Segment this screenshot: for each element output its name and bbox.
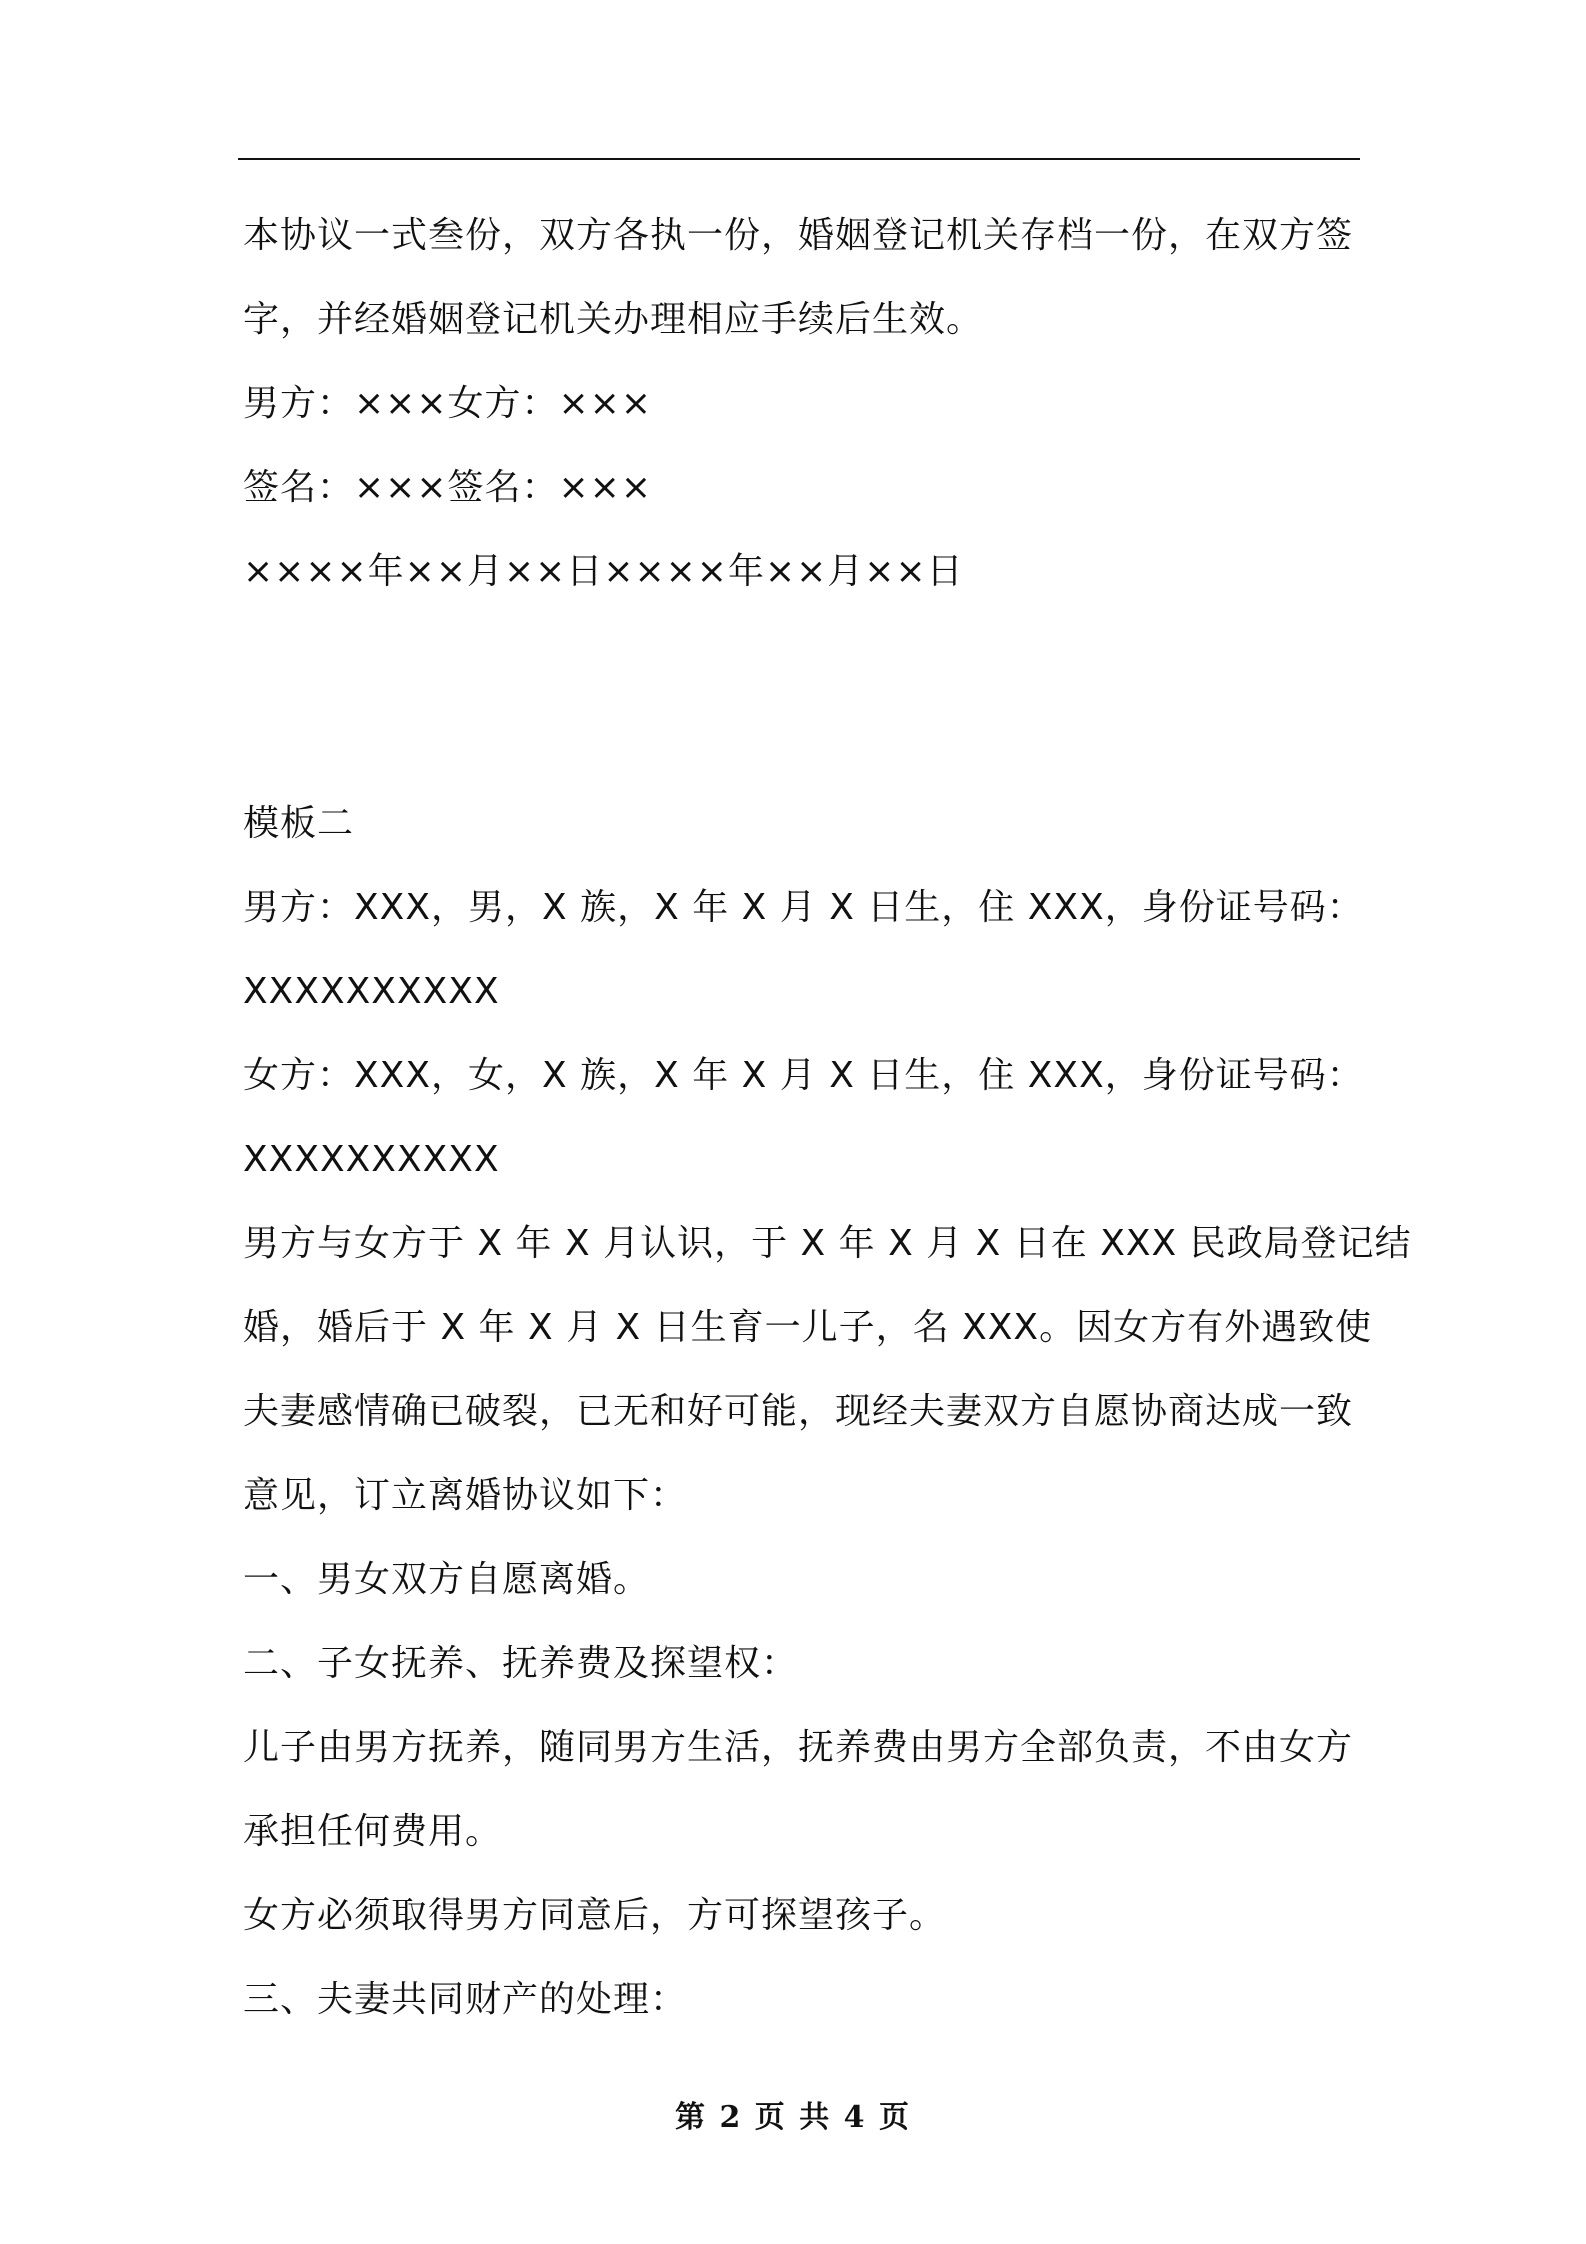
clause-heading: 二、子女抚养、抚养费及探望权：: [243, 1643, 799, 1684]
header-rule: [238, 158, 1360, 160]
paragraph-line: 男方：×××女方：×××: [243, 383, 652, 424]
paragraph-line: 女方必须取得男方同意后，方可探望孩子。: [243, 1895, 947, 1936]
paragraph-line: 女方：XXX，女，X 族，X 年 X 月 X 日生，住 XXX，身份证号码：: [243, 1055, 1364, 1096]
paragraph-line: 意见，订立离婚协议如下：: [243, 1475, 688, 1516]
paragraph-line: 字，并经婚姻登记机关办理相应手续后生效。: [243, 299, 984, 340]
paragraph-line: ××××年××月××日××××年××月××日: [243, 551, 964, 592]
paragraph-line: 婚，婚后于 X 年 X 月 X 日生育一儿子，名 XXX。因女方有外遇致使: [243, 1307, 1373, 1348]
paragraph-line: XXXXXXXXXX: [243, 1139, 500, 1180]
paragraph-line: 男方：XXX，男，X 族，X 年 X 月 X 日生，住 XXX，身份证号码：: [243, 887, 1364, 928]
page-number-footer: 第 2 页 共 4 页: [675, 2100, 911, 2135]
section-gap: [243, 614, 1363, 782]
section-title: 模板二: [243, 803, 355, 844]
paragraph-line: XXXXXXXXXX: [243, 971, 500, 1012]
paragraph-line: 签名：×××签名：×××: [243, 467, 652, 508]
clause-heading: 一、男女双方自愿离婚。: [243, 1559, 651, 1600]
paragraph-line: 夫妻感情确已破裂，已无和好可能，现经夫妻双方自愿协商达成一致: [243, 1391, 1354, 1432]
paragraph-line: 承担任何费用。: [243, 1811, 503, 1852]
paragraph-line: 男方与女方于 X 年 X 月认识，于 X 年 X 月 X 日在 XXX 民政局登记结: [243, 1223, 1412, 1264]
paragraph-line: 本协议一式叁份，双方各执一份，婚姻登记机关存档一份，在双方签: [243, 215, 1354, 256]
document-body: [243, 194, 1412, 2042]
clause-heading: 三、夫妻共同财产的处理：: [243, 1979, 688, 2020]
paragraph-line: 儿子由男方抚养，随同男方生活，抚养费由男方全部负责，不由女方: [243, 1727, 1354, 1768]
